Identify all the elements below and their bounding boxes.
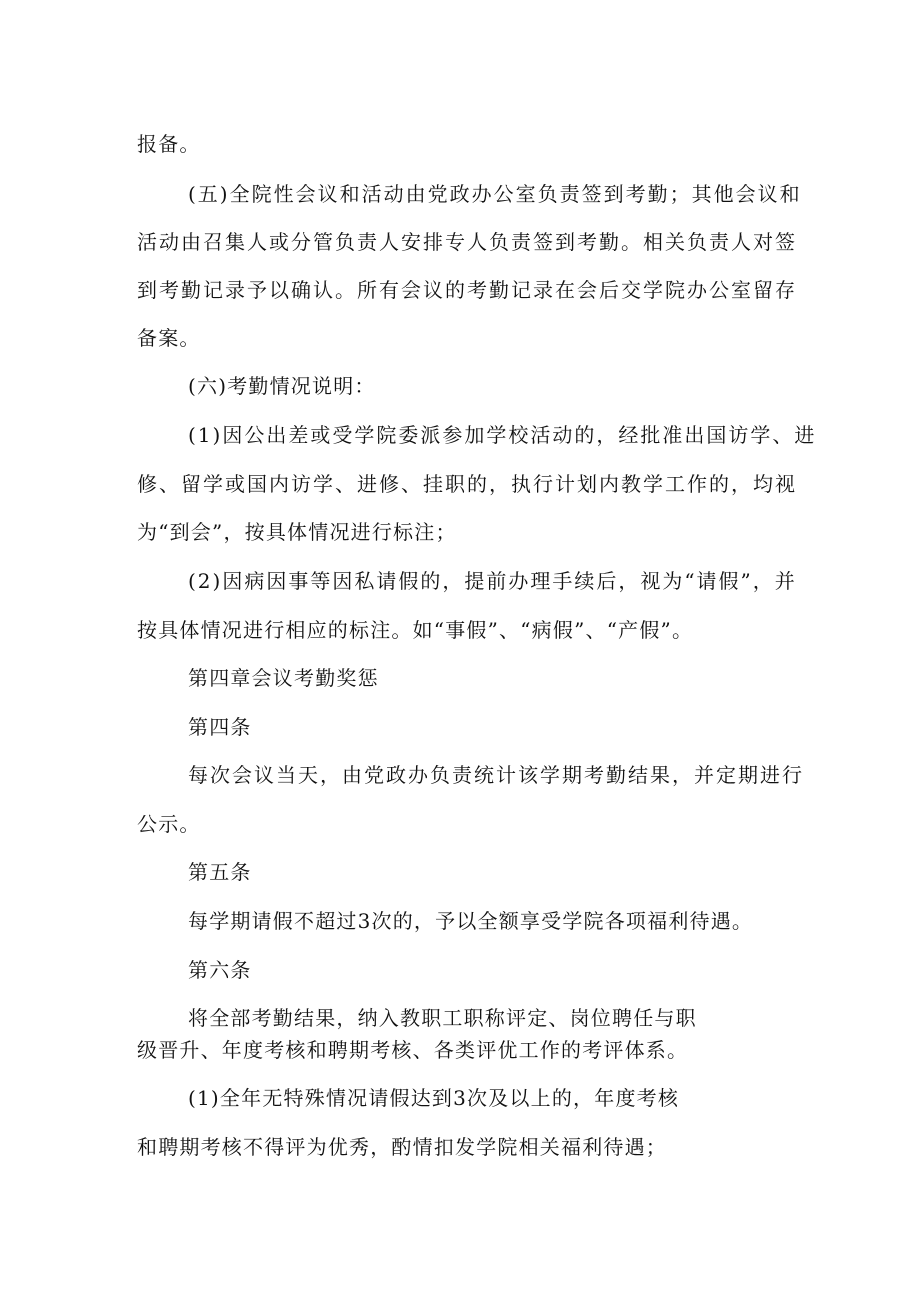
text-line-17: 每学期请假不超过3次的，予以全额享受学院各项福利待遇。 xyxy=(188,909,754,933)
chapter-heading: 第四章会议考勤奖惩 xyxy=(188,666,379,690)
text-line-5: 备案。 xyxy=(137,326,201,350)
text-line-9: 为“到会”，按具体情况进行标注； xyxy=(137,520,457,544)
text-line-2: (五)全院性会议和活动由党政办公室负责签到考勤；其他会议和 xyxy=(188,182,802,206)
article-heading-5: 第五条 xyxy=(188,860,252,884)
text-line-19: 将全部考勤结果，纳入教职工职称评定、岗位聘任与职 xyxy=(188,1006,697,1030)
text-line-1: 报备。 xyxy=(137,132,201,156)
article-heading-6: 第六条 xyxy=(188,958,252,982)
text-line-21: (1)全年无特殊情况请假达到3次及以上的，年度考核 xyxy=(188,1086,680,1110)
text-line-7: (1)因公出差或受学院委派参加学校活动的，经批准出国访学、进 xyxy=(188,423,817,447)
text-line-10: (2)因病因事等因私请假的，提前办理手续后，视为“请假”，并 xyxy=(188,569,797,593)
article-heading-4: 第四条 xyxy=(188,715,252,739)
text-line-6: (六)考勤情况说明： xyxy=(188,374,376,398)
text-line-8: 修、留学或国内访学、进修、挂职的，执行计划内教学工作的，均视 xyxy=(137,472,797,496)
text-line-14: 每次会议当天，由党政办负责统计该学期考勤结果，并定期进行 xyxy=(188,763,804,787)
text-line-11: 按具体情况进行相应的标注。如“事假”、“病假”、“产假”。 xyxy=(137,618,694,642)
text-line-3: 活动由召集人或分管负责人安排专人负责签到考勤。相关负责人对签 xyxy=(137,230,797,254)
text-line-4: 到考勤记录予以确认。所有会议的考勤记录在会后交学院办公室留存 xyxy=(137,278,797,302)
text-line-22: 和聘期考核不得评为优秀，酌情扣发学院相关福利待遇； xyxy=(137,1135,667,1159)
text-line-15: 公示。 xyxy=(137,812,201,836)
text-line-20: 级晋升、年度考核和聘期考核、各类评优工作的考评体系。 xyxy=(137,1038,689,1062)
